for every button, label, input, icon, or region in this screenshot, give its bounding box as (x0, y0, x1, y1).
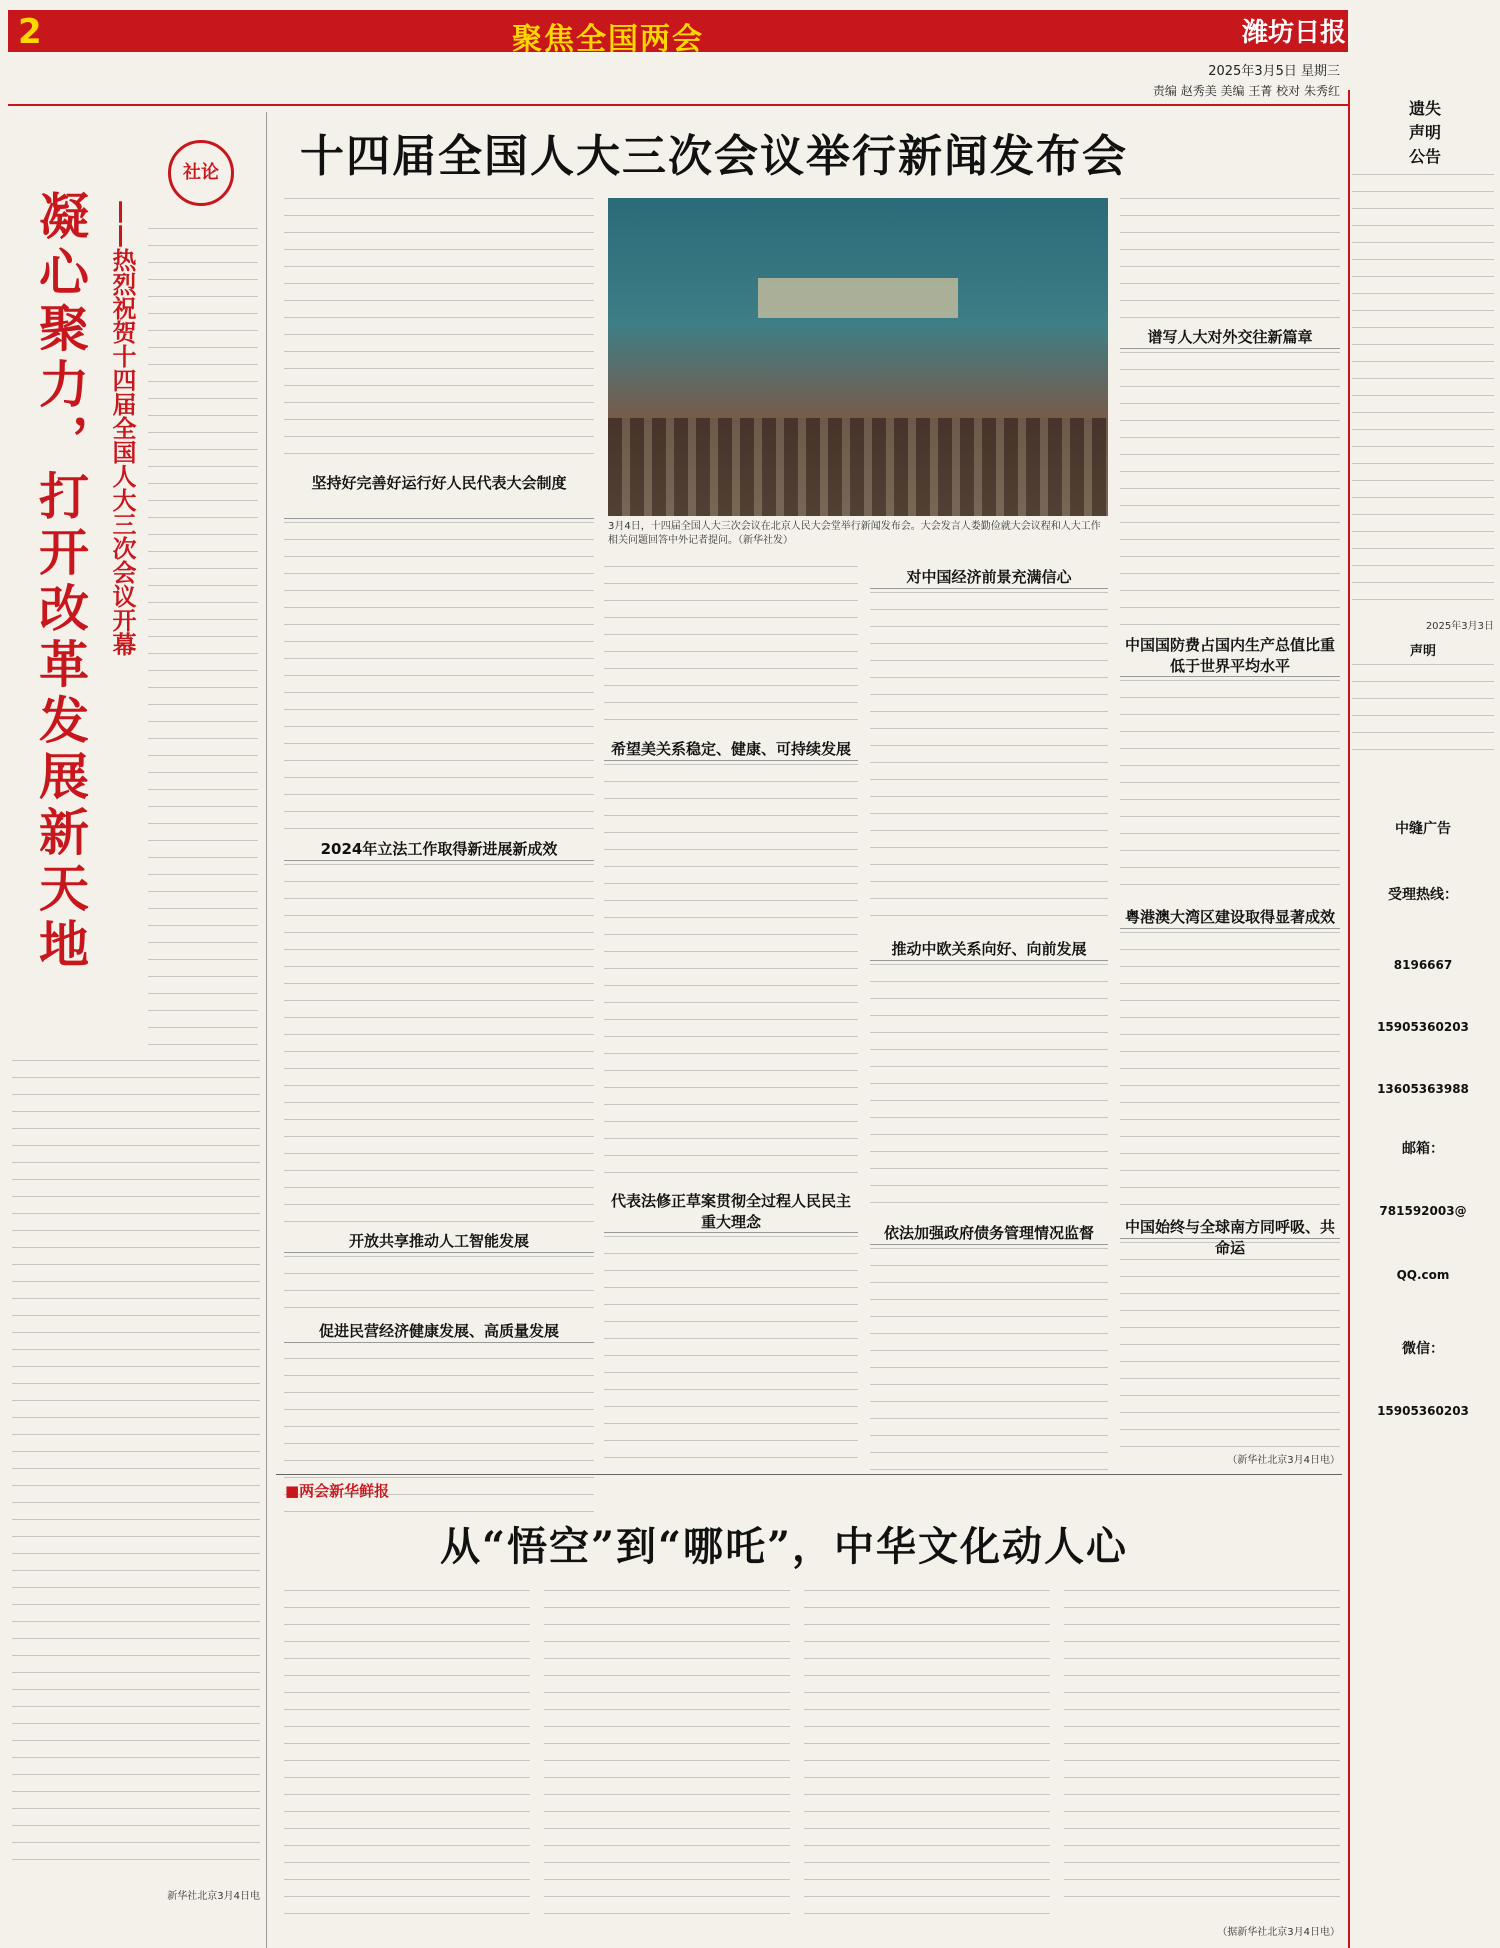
classifieds-title-statement: 声明 (1408, 123, 1441, 142)
article-subhead: 粤港澳大湾区建设取得显著成效 (1120, 906, 1340, 929)
email-domain: QQ.com (1396, 1268, 1450, 1282)
header-divider (8, 104, 1348, 106)
paper-name: 潍坊日报 (1241, 18, 1346, 48)
article-body (284, 1590, 530, 1920)
article-subhead: 2024年立法工作取得新进展新成效 (284, 838, 594, 861)
wechat-id: 15905360203 (1377, 1404, 1469, 1418)
classified-notices (1352, 174, 1494, 614)
notice-date: 2025年3月3日 (1425, 621, 1494, 632)
article-body (604, 764, 858, 1184)
article-signoff: （据新华社北京3月4日电） (1217, 1927, 1340, 1938)
notice-title: 声明 (1409, 644, 1436, 659)
article-signoff: （新华社北京3月4日电） (1227, 1455, 1340, 1466)
wechat-label: 微信： (1402, 1341, 1444, 1357)
article-subhead: 中国国防费占国内生产总值比重低于世界平均水平 (1120, 634, 1340, 677)
press-conference-photo (608, 198, 1108, 516)
article-subhead: 中国始终与全球南方同呼吸、共命运 (1120, 1216, 1340, 1239)
article-subhead: 依法加强政府债务管理情况监督 (870, 1222, 1108, 1245)
editorial-badge: 社论 (168, 140, 234, 206)
hotline-phone: 8196667 (1393, 958, 1453, 972)
email-user: 781592003@ (1379, 1204, 1467, 1218)
email-label: 邮箱： (1402, 1141, 1444, 1157)
editorial-signoff: 新华社北京3月4日电 (167, 1891, 260, 1902)
section-title: 聚焦全国两会 (512, 22, 704, 57)
article-body (284, 522, 594, 832)
hotline-phone: 13605363988 (1377, 1082, 1469, 1096)
article-subhead: 开放共享推动人工智能发展 (284, 1230, 594, 1253)
main-headline: 十四届全国人大三次会议举行新闻发布会 (300, 131, 1128, 182)
article-subhead: 坚持好完善好运行好人民代表大会制度 (284, 472, 594, 519)
editorial-body-bottom (12, 1060, 260, 1870)
article-subhead: 代表法修正草案贯彻全过程人民民主重大理念 (604, 1190, 858, 1233)
article-body (604, 566, 858, 730)
article-body (1120, 680, 1340, 900)
article-body (284, 1256, 594, 1514)
classified-notices (1352, 664, 1494, 764)
article-subhead: 谱写人大对外交往新篇章 (1120, 326, 1340, 349)
article-body (870, 1248, 1108, 1472)
article-body (804, 1590, 1050, 1920)
article-body (1120, 1242, 1340, 1452)
article-body (544, 1590, 790, 1920)
article-subhead: 推动中欧关系向好、向前发展 (870, 938, 1108, 961)
editor-credits: 责编 赵秀美 美编 王菁 校对 朱秀红 (1152, 84, 1340, 98)
editorial-title: 凝心聚力，打开改革发展新天地 (31, 190, 90, 974)
editorial-body-top (148, 228, 258, 1048)
classifieds-title-lost: 遗失 (1408, 99, 1441, 118)
article-body (870, 592, 1108, 932)
column-tag: ■两会新华鲜报 (285, 1482, 390, 1500)
article-body (1120, 352, 1340, 628)
article-body (1120, 932, 1340, 1210)
issue-date: 2025年3月5日 星期三 (1208, 64, 1340, 79)
article-body (870, 964, 1108, 1216)
article-subhead: 对中国经济前景充满信心 (870, 566, 1108, 589)
hotline-label: 受理热线： (1388, 887, 1458, 903)
photo-caption: 3月4日，十四届全国人大三次会议在北京人民大会堂举行新闻发布会。大会发言人娄勤俭就大会议程和人大工作相关问题回答中外记者提问。（新华社发） (608, 521, 1101, 546)
editorial-subtitle: ——热烈祝贺十四届全国人大三次会议开幕 (108, 200, 136, 656)
bottom-headline: 从“悟空”到“哪吒”，中华文化动人心 (440, 1523, 1129, 1570)
article-body (284, 198, 594, 470)
ad-section-title: 中缝广告 (1395, 821, 1451, 837)
article-body (284, 864, 594, 1224)
article-body (1064, 1590, 1340, 1910)
section-divider (276, 1474, 1342, 1475)
article-body (1120, 198, 1340, 322)
hotline-phone: 15905360203 (1377, 1020, 1469, 1034)
article-subhead: 促进民营经济健康发展、高质量发展 (284, 1320, 594, 1343)
article-body (604, 1236, 858, 1472)
page-number: 2 (18, 12, 42, 52)
column-divider (266, 112, 267, 1948)
classifieds-title-notice: 公告 (1408, 147, 1441, 166)
article-subhead: 希望美关系稳定、健康、可持续发展 (604, 738, 858, 761)
